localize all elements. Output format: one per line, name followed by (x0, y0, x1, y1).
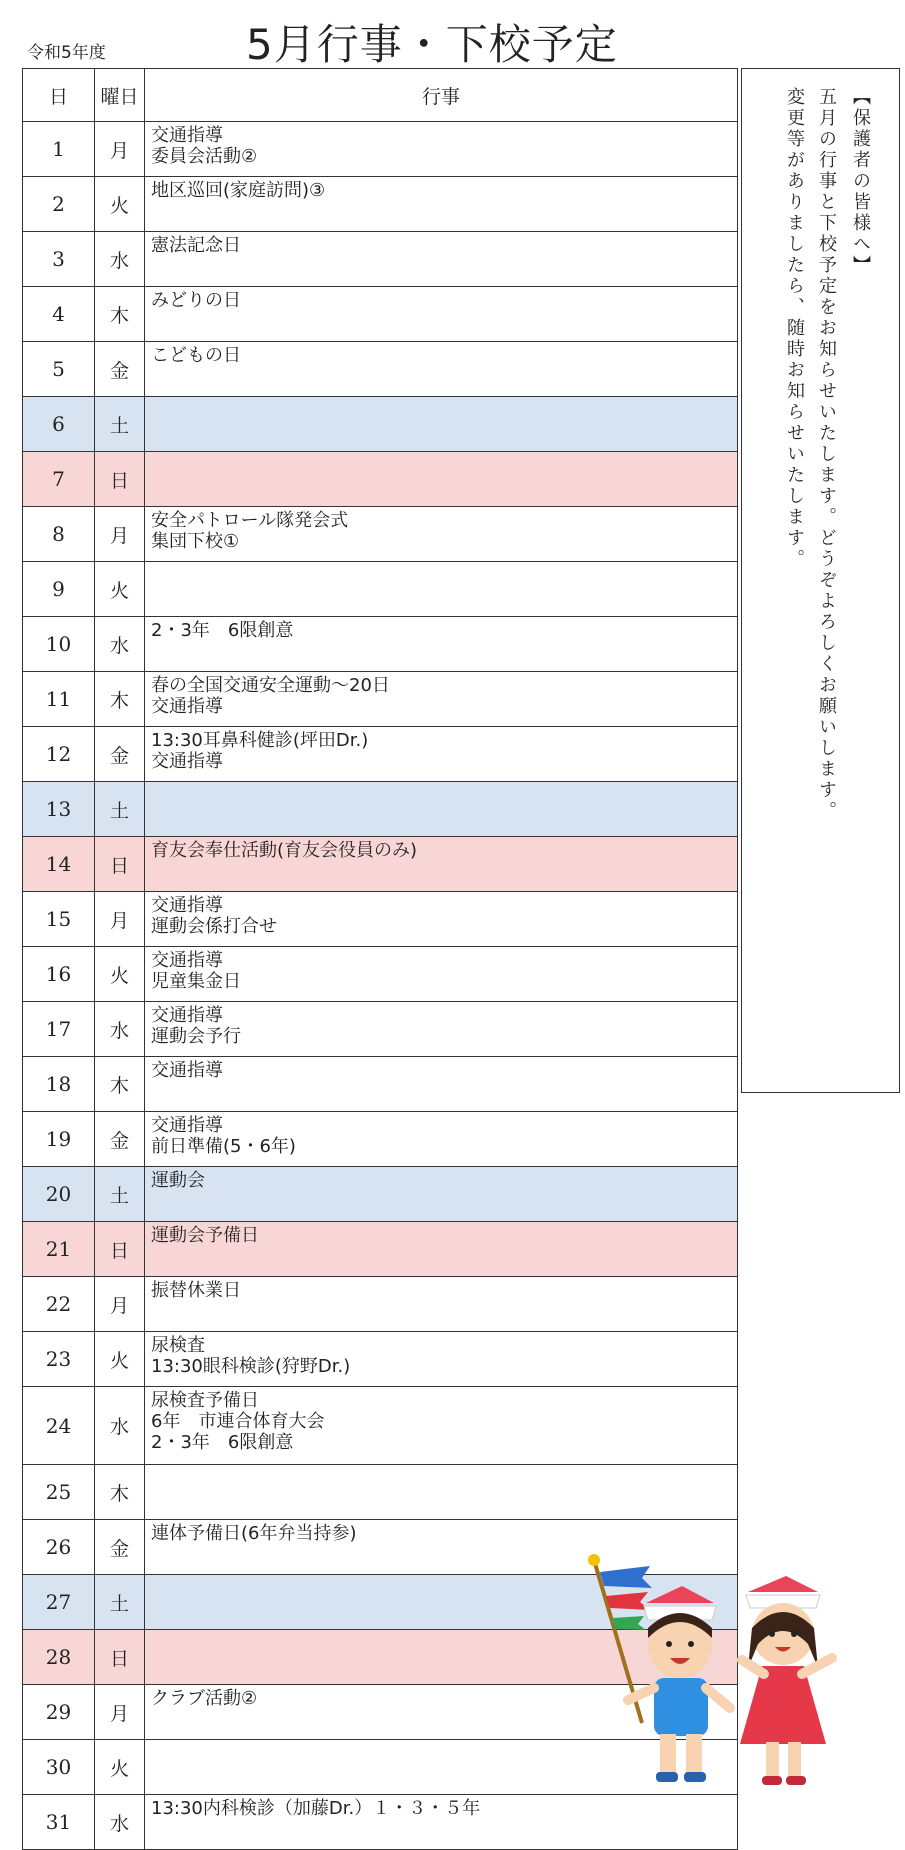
table-row (23, 1465, 738, 1520)
event-item: 春の全国交通安全運動～20日 (151, 675, 390, 696)
event-item: 安全パトロール隊発会式 (151, 510, 349, 531)
day-cell: 26 (23, 1520, 95, 1575)
events-cell (145, 947, 738, 1002)
weekday-cell: 火 (95, 947, 145, 1002)
event-item: 運動会係打合せ (151, 916, 277, 937)
event-item: 交通指導 (151, 950, 223, 971)
table-row (23, 892, 738, 947)
event-item: 憲法記念日 (151, 235, 241, 256)
table-row (23, 1002, 738, 1057)
events-cell (145, 397, 738, 452)
events-cell (145, 1277, 738, 1332)
day-cell: 4 (23, 287, 95, 342)
weekday-cell: 土 (95, 397, 145, 452)
day-cell: 16 (23, 947, 95, 1002)
table-row (23, 1112, 738, 1167)
event-item: 交通指導 (151, 1005, 223, 1026)
weekday-cell: 月 (95, 892, 145, 947)
table-row (23, 1167, 738, 1222)
events-cell (145, 1222, 738, 1277)
table-row (23, 672, 738, 727)
event-item: 13:30耳鼻科健診(坪田Dr.) (151, 730, 369, 751)
event-item: 地区巡回(家庭訪問)③ (151, 180, 326, 201)
weekday-cell: 火 (95, 1332, 145, 1387)
day-cell: 22 (23, 1277, 95, 1332)
day-cell: 3 (23, 232, 95, 287)
day-cell: 28 (23, 1630, 95, 1685)
event-item: 運動会予備日 (151, 1225, 259, 1246)
events-cell (145, 727, 738, 782)
day-cell: 1 (23, 122, 95, 177)
header-events: 行事 (145, 69, 738, 122)
events-cell (145, 617, 738, 672)
blue-carp-streamer (600, 1566, 652, 1588)
day-cell: 8 (23, 507, 95, 562)
day-cell: 23 (23, 1332, 95, 1387)
weekday-cell: 金 (95, 727, 145, 782)
day-cell: 24 (23, 1387, 95, 1465)
day-cell: 13 (23, 782, 95, 837)
event-item: 13:30眼科検診(狩野Dr.) (151, 1356, 351, 1377)
table-row (23, 1057, 738, 1112)
header-day: 日 (23, 69, 95, 122)
table-row (23, 287, 738, 342)
pole-ball (588, 1554, 600, 1566)
weekday-cell: 日 (95, 837, 145, 892)
table-row (23, 617, 738, 672)
weekday-cell: 火 (95, 177, 145, 232)
day-cell: 6 (23, 397, 95, 452)
weekday-cell: 木 (95, 1465, 145, 1520)
events-cell (145, 892, 738, 947)
table-row (23, 782, 738, 837)
events-cell (145, 507, 738, 562)
weekday-cell: 木 (95, 1057, 145, 1112)
notice-box (741, 68, 900, 1093)
events-cell (145, 837, 738, 892)
notice-heading: 【保護者の皆様へ】 (850, 87, 871, 276)
table-row (23, 1222, 738, 1277)
weekday-cell: 木 (95, 287, 145, 342)
table-row (23, 452, 738, 507)
event-item: 集団下校① (151, 531, 240, 552)
red-carp-streamer (606, 1592, 650, 1610)
day-cell: 14 (23, 837, 95, 892)
day-cell: 5 (23, 342, 95, 397)
day-cell: 7 (23, 452, 95, 507)
events-cell (145, 1795, 738, 1850)
events-cell (145, 672, 738, 727)
table-row (23, 122, 738, 177)
weekday-cell: 日 (95, 1222, 145, 1277)
weekday-cell: 金 (95, 1520, 145, 1575)
table-row (23, 1277, 738, 1332)
event-item: 2・3年 6限創意 (151, 1432, 294, 1453)
event-item: 運動会予行 (151, 1026, 241, 1047)
header-weekday: 曜日 (95, 69, 145, 122)
day-cell: 15 (23, 892, 95, 947)
day-cell: 2 (23, 177, 95, 232)
day-cell: 11 (23, 672, 95, 727)
event-item: 尿検査 (151, 1335, 205, 1356)
table-row (23, 562, 738, 617)
table-row (23, 727, 738, 782)
table-row (23, 177, 738, 232)
event-item: 2・3年 6限創意 (151, 620, 294, 641)
events-cell (145, 1387, 738, 1465)
weekday-cell: 月 (95, 507, 145, 562)
events-cell (145, 1332, 738, 1387)
day-cell: 19 (23, 1112, 95, 1167)
event-item: 育友会奉仕活動(育友会役員のみ) (151, 840, 418, 861)
fiscal-year-label: 令和5年度 (27, 43, 106, 63)
day-cell: 18 (23, 1057, 95, 1112)
weekday-cell: 火 (95, 562, 145, 617)
events-cell (145, 1465, 738, 1520)
green-carp-streamer (612, 1616, 646, 1630)
table-header-row (23, 69, 738, 122)
weekday-cell: 月 (95, 122, 145, 177)
table-row (23, 837, 738, 892)
table-row (23, 1332, 738, 1387)
weekday-cell: 金 (95, 342, 145, 397)
event-item: 連体予備日(6年弁当持参) (151, 1523, 357, 1544)
events-cell (145, 562, 738, 617)
weekday-cell: 日 (95, 452, 145, 507)
day-cell: 25 (23, 1465, 95, 1520)
weekday-cell: 木 (95, 672, 145, 727)
event-item: クラブ活動② (151, 1688, 258, 1709)
weekday-cell: 土 (95, 782, 145, 837)
weekday-cell: 土 (95, 1167, 145, 1222)
day-cell: 27 (23, 1575, 95, 1630)
event-item: 交通指導 (151, 1060, 223, 1081)
events-cell (145, 342, 738, 397)
notice-text-1: 五月の行事と下校予定をお知らせいたします。どうぞよろしくお願いします。 (816, 87, 837, 822)
notice-text-2: 変更等がありましたら、随時お知らせいたします。 (784, 87, 805, 570)
weekday-cell: 水 (95, 1002, 145, 1057)
event-item: 前日準備(5・6年) (151, 1136, 296, 1157)
event-item: 交通指導 (151, 751, 223, 772)
weekday-cell: 水 (95, 617, 145, 672)
table-row (23, 342, 738, 397)
table-row (23, 1387, 738, 1465)
events-cell (145, 452, 738, 507)
events-cell (145, 1112, 738, 1167)
weekday-cell: 水 (95, 1387, 145, 1465)
boy-figure (628, 1586, 730, 1782)
weekday-cell: 金 (95, 1112, 145, 1167)
weekday-cell: 土 (95, 1575, 145, 1630)
event-item: 13:30内科検診（加藤Dr.）１・３・５年 (151, 1798, 481, 1819)
events-cell (145, 1167, 738, 1222)
event-item: みどりの日 (151, 290, 241, 311)
event-item: 振替休業日 (151, 1280, 241, 1301)
event-item: 運動会 (151, 1170, 205, 1191)
table-row (23, 232, 738, 287)
event-item: こどもの日 (151, 345, 241, 366)
event-item: 6年 市連合体育大会 (151, 1411, 325, 1432)
day-cell: 12 (23, 727, 95, 782)
table-row (23, 947, 738, 1002)
children-with-carp-streamer-illustration (582, 1548, 872, 1798)
day-cell: 17 (23, 1002, 95, 1057)
event-item: 尿検査予備日 (151, 1390, 259, 1411)
day-cell: 29 (23, 1685, 95, 1740)
girl-figure (740, 1576, 832, 1785)
events-cell (145, 232, 738, 287)
table-row (23, 397, 738, 452)
event-item: 交通指導 (151, 696, 223, 717)
event-item: 委員会活動② (151, 146, 258, 167)
day-cell: 10 (23, 617, 95, 672)
day-cell: 20 (23, 1167, 95, 1222)
events-cell (145, 1057, 738, 1112)
weekday-cell: 火 (95, 1740, 145, 1795)
day-cell: 30 (23, 1740, 95, 1795)
day-cell: 9 (23, 562, 95, 617)
weekday-cell: 月 (95, 1277, 145, 1332)
table-row (23, 507, 738, 562)
page-title: 5月行事・下校予定 (246, 20, 618, 69)
event-item: 交通指導 (151, 1115, 223, 1136)
event-item: 児童集金日 (151, 971, 241, 992)
events-cell (145, 122, 738, 177)
table-row (23, 1795, 738, 1850)
weekday-cell: 水 (95, 1795, 145, 1850)
day-cell: 31 (23, 1795, 95, 1850)
events-cell (145, 1002, 738, 1057)
events-cell (145, 177, 738, 232)
event-item: 交通指導 (151, 895, 223, 916)
event-item: 交通指導 (151, 125, 223, 146)
weekday-cell: 日 (95, 1630, 145, 1685)
events-cell (145, 287, 738, 342)
day-cell: 21 (23, 1222, 95, 1277)
events-cell (145, 782, 738, 837)
weekday-cell: 水 (95, 232, 145, 287)
weekday-cell: 月 (95, 1685, 145, 1740)
